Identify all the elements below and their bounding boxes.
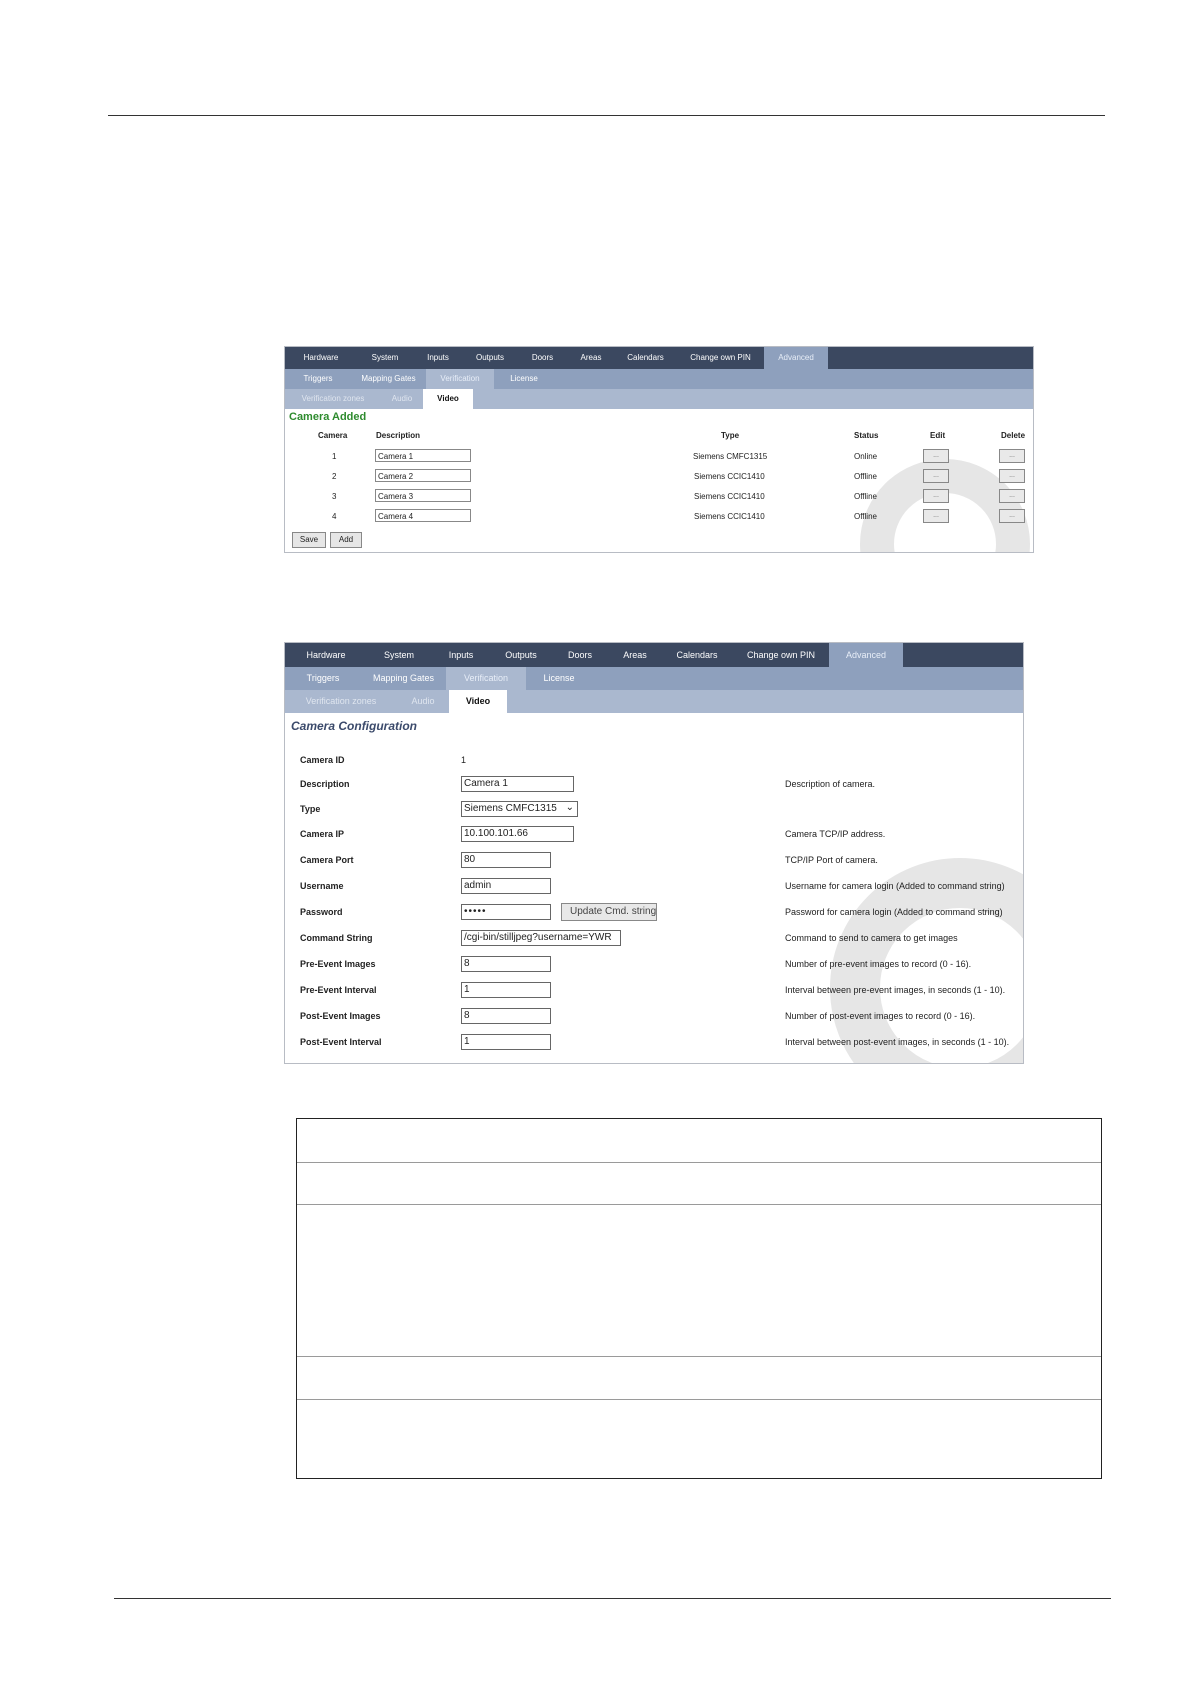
pre-event-interval-input[interactable]: 1 bbox=[461, 982, 551, 998]
field-description bbox=[285, 775, 1023, 795]
camera-type: Siemens CCIC1410 bbox=[694, 492, 765, 501]
description-input[interactable]: Camera 3 bbox=[375, 489, 471, 502]
tab-hardware[interactable]: Hardware bbox=[306, 650, 346, 660]
header-camera: Camera bbox=[318, 431, 348, 440]
sub-sub-tab-bar bbox=[285, 389, 1033, 409]
header-status: Status bbox=[854, 431, 879, 440]
field-help: Password for camera login (Added to command string) bbox=[785, 907, 1003, 917]
table-divider bbox=[297, 1204, 1101, 1205]
description-input[interactable]: Camera 1 bbox=[375, 449, 471, 462]
camera-type: Siemens CMFC1315 bbox=[693, 452, 768, 461]
tab-inputs[interactable]: Inputs bbox=[448, 650, 474, 660]
field-label: Username bbox=[300, 881, 344, 891]
edit-button[interactable]: ... bbox=[923, 489, 949, 503]
field-label: Pre-Event Images bbox=[300, 959, 376, 969]
tab-inputs[interactable]: Inputs bbox=[427, 353, 449, 362]
post-event-interval-input[interactable]: 1 bbox=[461, 1034, 551, 1050]
page-title: Camera Configuration bbox=[291, 719, 418, 733]
tab-advanced[interactable]: Advanced bbox=[829, 643, 903, 667]
edit-button[interactable]: ... bbox=[923, 509, 949, 523]
field-label: Password bbox=[300, 907, 343, 917]
tab-triggers[interactable]: Triggers bbox=[303, 374, 333, 383]
tab-doors[interactable]: Doors bbox=[531, 353, 554, 362]
camera-type: Siemens CCIC1410 bbox=[694, 512, 765, 521]
tab-triggers[interactable]: Triggers bbox=[306, 673, 340, 683]
field-label: Post-Event Images bbox=[300, 1011, 381, 1021]
tab-outputs[interactable]: Outputs bbox=[505, 650, 537, 660]
camera-configuration-screenshot bbox=[284, 642, 1024, 1064]
header-type: Type bbox=[721, 431, 740, 440]
delete-button[interactable]: ... bbox=[999, 469, 1025, 483]
field-help: Number of post-event images to record (0 - 16). bbox=[785, 1011, 976, 1021]
field-username bbox=[285, 877, 1023, 897]
camera-table bbox=[285, 427, 1033, 527]
camera-number: 1 bbox=[332, 452, 337, 461]
camera-status: Online bbox=[854, 452, 878, 461]
field-help: Description of camera. bbox=[785, 779, 876, 789]
table-divider bbox=[297, 1399, 1101, 1400]
camera-status: Offline bbox=[854, 512, 877, 521]
tab-audio[interactable]: Audio bbox=[391, 394, 413, 403]
table-row bbox=[285, 467, 1033, 487]
field-help: Command to send to camera to get images bbox=[785, 933, 958, 943]
camera-number: 3 bbox=[332, 492, 337, 501]
tab-video[interactable]: Video bbox=[423, 389, 473, 409]
delete-button[interactable]: ... bbox=[999, 449, 1025, 463]
sub-sub-tab-bar bbox=[285, 690, 1023, 713]
tab-verification-zones[interactable]: Verification zones bbox=[305, 696, 377, 706]
delete-button[interactable]: ... bbox=[999, 489, 1025, 503]
add-button[interactable]: Add bbox=[330, 532, 362, 548]
camera-id-value: 1 bbox=[461, 755, 467, 765]
tab-license[interactable]: License bbox=[510, 374, 538, 383]
tab-video[interactable]: Video bbox=[449, 690, 507, 713]
tab-areas[interactable]: Areas bbox=[623, 650, 647, 660]
password-input[interactable]: ••••• bbox=[461, 904, 551, 920]
tab-outputs[interactable]: Outputs bbox=[475, 353, 504, 362]
tab-advanced[interactable]: Advanced bbox=[764, 347, 828, 369]
field-camera-ip bbox=[285, 825, 1023, 845]
field-label: Type bbox=[300, 804, 321, 814]
tab-verification[interactable]: Verification bbox=[446, 667, 526, 690]
camera-status: Offline bbox=[854, 492, 877, 501]
sub-tab-bar bbox=[285, 369, 1033, 389]
command-string-input[interactable]: /cgi-bin/stilljpeg?username=YWR bbox=[461, 930, 621, 946]
field-label: Description bbox=[300, 779, 350, 789]
camera-ip-input[interactable]: 10.100.101.66 bbox=[461, 826, 574, 842]
field-help: Username for camera login (Added to command string) bbox=[785, 881, 1005, 891]
tab-system[interactable]: System bbox=[383, 650, 414, 660]
footer-rule bbox=[114, 1598, 1111, 1599]
field-help: TCP/IP Port of camera. bbox=[785, 855, 878, 865]
table-row bbox=[285, 507, 1033, 527]
main-tab-bar bbox=[285, 347, 1033, 369]
tab-calendars[interactable]: Calendars bbox=[676, 650, 718, 660]
field-help: Camera TCP/IP address. bbox=[785, 829, 886, 839]
table-row bbox=[285, 447, 1033, 467]
field-label: Post-Event Interval bbox=[300, 1037, 382, 1047]
post-event-images-input[interactable]: 8 bbox=[461, 1008, 551, 1024]
field-pre-event-interval bbox=[285, 981, 1023, 1001]
sub-tab-bar bbox=[285, 667, 1023, 690]
username-input[interactable]: admin bbox=[461, 878, 551, 894]
field-label: Camera Port bbox=[300, 855, 354, 865]
description-input[interactable]: Camera 2 bbox=[375, 469, 471, 482]
table-divider bbox=[297, 1162, 1101, 1163]
field-help: Interval between pre-event images, in seconds (1 - 10). bbox=[785, 985, 1006, 995]
edit-button[interactable]: ... bbox=[923, 449, 949, 463]
camera-list-screenshot bbox=[284, 346, 1034, 553]
delete-button[interactable]: ... bbox=[999, 509, 1025, 523]
tab-mapping-gates[interactable]: Mapping Gates bbox=[361, 374, 416, 383]
pre-event-images-input[interactable]: 8 bbox=[461, 956, 551, 972]
field-post-event-images bbox=[285, 1007, 1023, 1027]
tab-change-own-pin[interactable]: Change own PIN bbox=[746, 650, 816, 660]
update-cmd-string-button[interactable]: Update Cmd. string bbox=[561, 903, 657, 921]
page-title: Camera Added bbox=[289, 411, 367, 423]
tab-areas[interactable]: Areas bbox=[580, 353, 602, 362]
field-label: Pre-Event Interval bbox=[300, 985, 377, 995]
field-label: Camera IP bbox=[300, 829, 345, 839]
tab-audio[interactable]: Audio bbox=[411, 696, 435, 706]
camera-type: Siemens CCIC1410 bbox=[694, 472, 765, 481]
main-tab-bar bbox=[285, 643, 1023, 667]
header-description: Description bbox=[376, 431, 421, 440]
header-delete: Delete bbox=[1001, 431, 1026, 440]
tab-doors[interactable]: Doors bbox=[567, 650, 592, 660]
tab-change-own-pin[interactable]: Change own PIN bbox=[690, 353, 751, 362]
type-select-value: Siemens CMFC1315 bbox=[464, 803, 557, 814]
camera-status: Offline bbox=[854, 472, 877, 481]
camera-number: 4 bbox=[332, 512, 337, 521]
field-camera-id bbox=[285, 751, 1023, 771]
camera-port-input[interactable]: 80 bbox=[461, 852, 551, 868]
camera-number: 2 bbox=[332, 472, 337, 481]
tab-mapping-gates[interactable]: Mapping Gates bbox=[372, 673, 435, 683]
field-post-event-interval bbox=[285, 1033, 1023, 1053]
chevron-down-icon: ⌄ bbox=[565, 802, 574, 813]
type-select[interactable] bbox=[461, 801, 578, 817]
field-command-string bbox=[285, 929, 1023, 949]
document-table bbox=[296, 1118, 1102, 1479]
tab-license[interactable]: License bbox=[543, 673, 575, 683]
field-help: Interval between post-event images, in seconds (1 - 10). bbox=[785, 1037, 1010, 1047]
field-password bbox=[285, 903, 1023, 923]
tab-system[interactable]: System bbox=[371, 353, 399, 362]
field-pre-event-images bbox=[285, 955, 1023, 975]
edit-button[interactable]: ... bbox=[923, 469, 949, 483]
field-label: Command String bbox=[300, 933, 373, 943]
field-type bbox=[285, 800, 1023, 820]
field-label: Camera ID bbox=[300, 755, 345, 765]
tab-verification[interactable]: Verification bbox=[426, 369, 494, 389]
field-help: Number of pre-event images to record (0 - 16). bbox=[785, 959, 972, 969]
tab-verification-zones[interactable]: Verification zones bbox=[301, 394, 365, 403]
description-input[interactable]: Camera 1 bbox=[461, 776, 574, 792]
field-camera-port bbox=[285, 851, 1023, 871]
table-divider bbox=[297, 1356, 1101, 1357]
tab-calendars[interactable]: Calendars bbox=[627, 353, 664, 362]
save-button[interactable]: Save bbox=[292, 532, 326, 548]
table-row bbox=[285, 487, 1033, 507]
table-header bbox=[285, 427, 1033, 447]
header-edit: Edit bbox=[930, 431, 946, 440]
description-input[interactable]: Camera 4 bbox=[375, 509, 471, 522]
tab-hardware[interactable]: Hardware bbox=[303, 353, 339, 362]
header-rule bbox=[108, 115, 1105, 116]
